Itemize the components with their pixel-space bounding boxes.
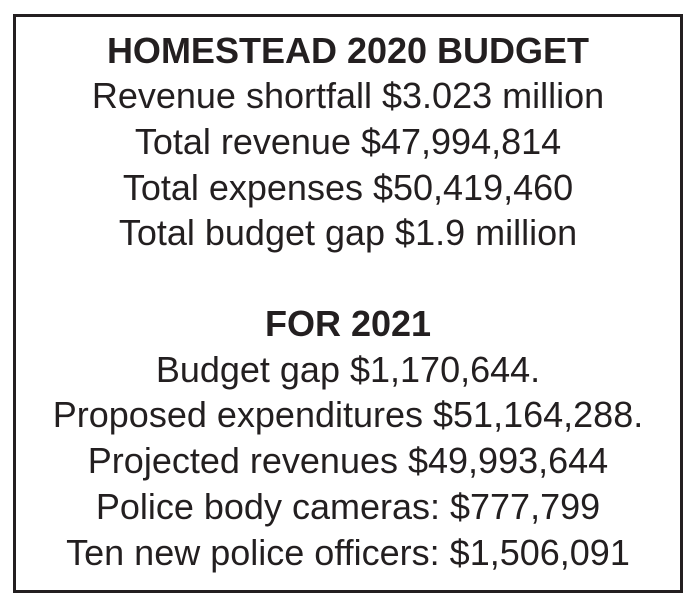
total-expenses-line: Total expenses $50,419,460 — [122, 167, 574, 208]
budget-gap-2021-line: Budget gap $1,170,644. — [155, 349, 541, 390]
heading-2020-budget: HOMESTEAD 2020 BUDGET — [106, 30, 590, 71]
heading-for-2021: FOR 2021 — [264, 303, 432, 344]
total-budget-gap-line: Total budget gap $1.9 million — [118, 212, 578, 253]
police-body-cameras-line: Police body cameras: $777,799 — [95, 486, 601, 527]
new-police-officers-line: Ten new police officers: $1,506,091 — [66, 532, 630, 573]
budget-info-box — [13, 14, 683, 593]
total-revenue-line: Total revenue $47,994,814 — [134, 121, 562, 162]
proposed-expenditures-line: Proposed expenditures $51,164,288. — [52, 394, 644, 435]
revenue-shortfall-line: Revenue shortfall $3.023 million — [91, 75, 605, 116]
projected-revenues-line: Projected revenues $49,993,644 — [87, 440, 609, 481]
